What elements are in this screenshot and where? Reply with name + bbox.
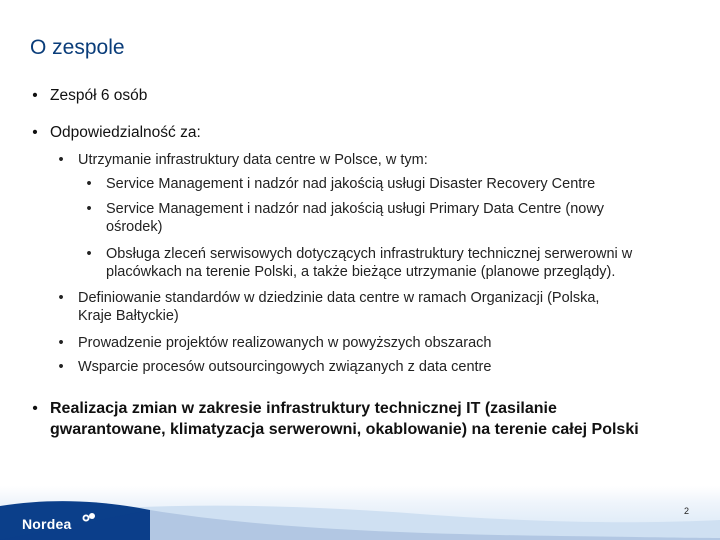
bullet-marker: • — [58, 290, 64, 306]
bullet-marker: • — [58, 359, 64, 375]
bullet-text: Zespół 6 osób — [50, 87, 148, 104]
bullet-text-line1: Realizacja zmian w zakresie infrastruktury technicznej IT (zasilanie — [50, 400, 557, 417]
bullet-marker: • — [86, 176, 92, 192]
bullet-marker: • — [58, 335, 64, 351]
nordea-logo: Nordea — [22, 516, 72, 532]
bullet-marker: • — [58, 152, 64, 168]
bullet-text: Wsparcie procesów outsourcingowych związanych z data centre — [78, 359, 492, 375]
bullet-text-line2: ośrodek) — [106, 219, 163, 235]
bullet-text-line1: Definiowanie standardów w dziedzinie data centre w ramach Organizacji (Polska, — [78, 290, 600, 306]
bullet-marker: • — [32, 124, 38, 141]
bullet-text: Utrzymanie infrastruktury data centre w Polsce, w tym: — [78, 152, 428, 168]
bullet-text-line2: gwarantowane, klimatyzacja serwerowni, okablowanie) na terenie całej Polski — [50, 421, 639, 438]
bullet-marker: • — [86, 201, 92, 217]
bullet-text-line1: Service Management i nadzór nad jakością usługi Primary Data Centre (nowy — [106, 201, 605, 217]
logo-mark-icon — [82, 512, 96, 524]
bullet-text: Service Management i nadzór nad jakością usługi Disaster Recovery Centre — [106, 176, 596, 192]
page-number: 2 — [683, 506, 689, 516]
bullet-marker: • — [86, 246, 92, 262]
bullet-marker: • — [32, 87, 38, 104]
bullet-text: Prowadzenie projektów realizowanych w powyższych obszarach — [78, 335, 492, 351]
bullet-marker: • — [32, 400, 38, 417]
bullet-text-line2: placówkach na terenie Polski, a także bieżące utrzymanie (planowe przeglądy). — [106, 264, 616, 280]
footer-wave — [0, 480, 720, 540]
bullet-text-line1: Obsługa zleceń serwisowych dotyczących infrastruktury technicznej serwerowni w — [106, 246, 633, 262]
slide-title: O zespole — [30, 36, 125, 59]
bullet-text-line2: Kraje Bałtyckie) — [78, 308, 179, 324]
bullet-text: Odpowiedzialność za: — [50, 124, 201, 141]
